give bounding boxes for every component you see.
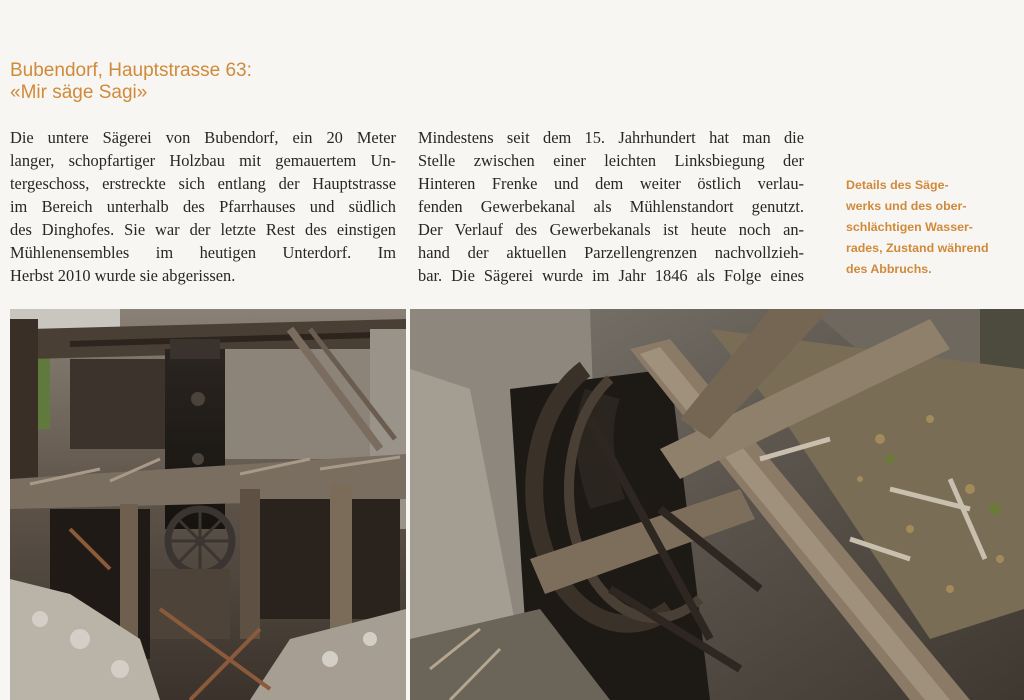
article-title-line-2: «Mir säge Sagi» <box>10 82 148 103</box>
waterwheel-photo <box>410 309 1024 700</box>
body-line: Mindestens seit dem 15. Jahrhundert hat man die <box>418 128 804 147</box>
caption-line: rades, Zustand während <box>846 241 989 255</box>
body-line: bar. Die Sägerei wurde im Jahr 1846 als Folge eines <box>418 266 804 285</box>
body-line: des Dinghofes. Sie war der letzte Rest des einstigen <box>10 220 396 239</box>
body-line: Die untere Sägerei von Bubendorf, ein 20 Meter <box>10 128 396 147</box>
caption-line: Details des Säge- <box>846 178 949 192</box>
body-line: fenden Gewerbekanal als Mühlenstandort genutzt. <box>418 197 804 216</box>
body-line: langer, schopfartiger Holzbau mit gemauertem Un- <box>10 151 396 170</box>
caption-line: schlächtigen Wasser- <box>846 220 973 234</box>
body-line: Mühlenensembles im heutigen Unterdorf. Im <box>10 243 396 262</box>
caption-line: des Abbruchs. <box>846 262 932 276</box>
body-line: Hinteren Frenke und dem weiter östlich verlau- <box>418 174 804 193</box>
photo-caption <box>846 175 1016 280</box>
sawmill-illustration <box>10 309 406 700</box>
body-line: im Bereich unterhalb des Pfarrhauses und südlich <box>10 197 396 216</box>
body-line: Stelle zwischen einer leichten Linksbiegung der <box>418 151 804 170</box>
body-column-left <box>10 126 396 287</box>
body-line: tergeschoss, erstreckte sich entlang der Hauptstrasse <box>10 174 396 193</box>
caption-line: werks und des ober- <box>846 199 967 213</box>
body-line: hand der aktuellen Parzellengrenzen nachvollzieh- <box>418 243 804 262</box>
waterwheel-illustration <box>410 309 1024 700</box>
article-title-line-1: Bubendorf, Hauptstrasse 63: <box>10 60 252 81</box>
sawmill-photo <box>10 309 406 700</box>
body-line: Der Verlauf des Gewerbekanals ist heute noch an- <box>418 220 804 239</box>
body-column-right <box>418 126 804 287</box>
body-line: Herbst 2010 wurde sie abgerissen. <box>10 266 236 285</box>
article-title <box>10 60 252 104</box>
